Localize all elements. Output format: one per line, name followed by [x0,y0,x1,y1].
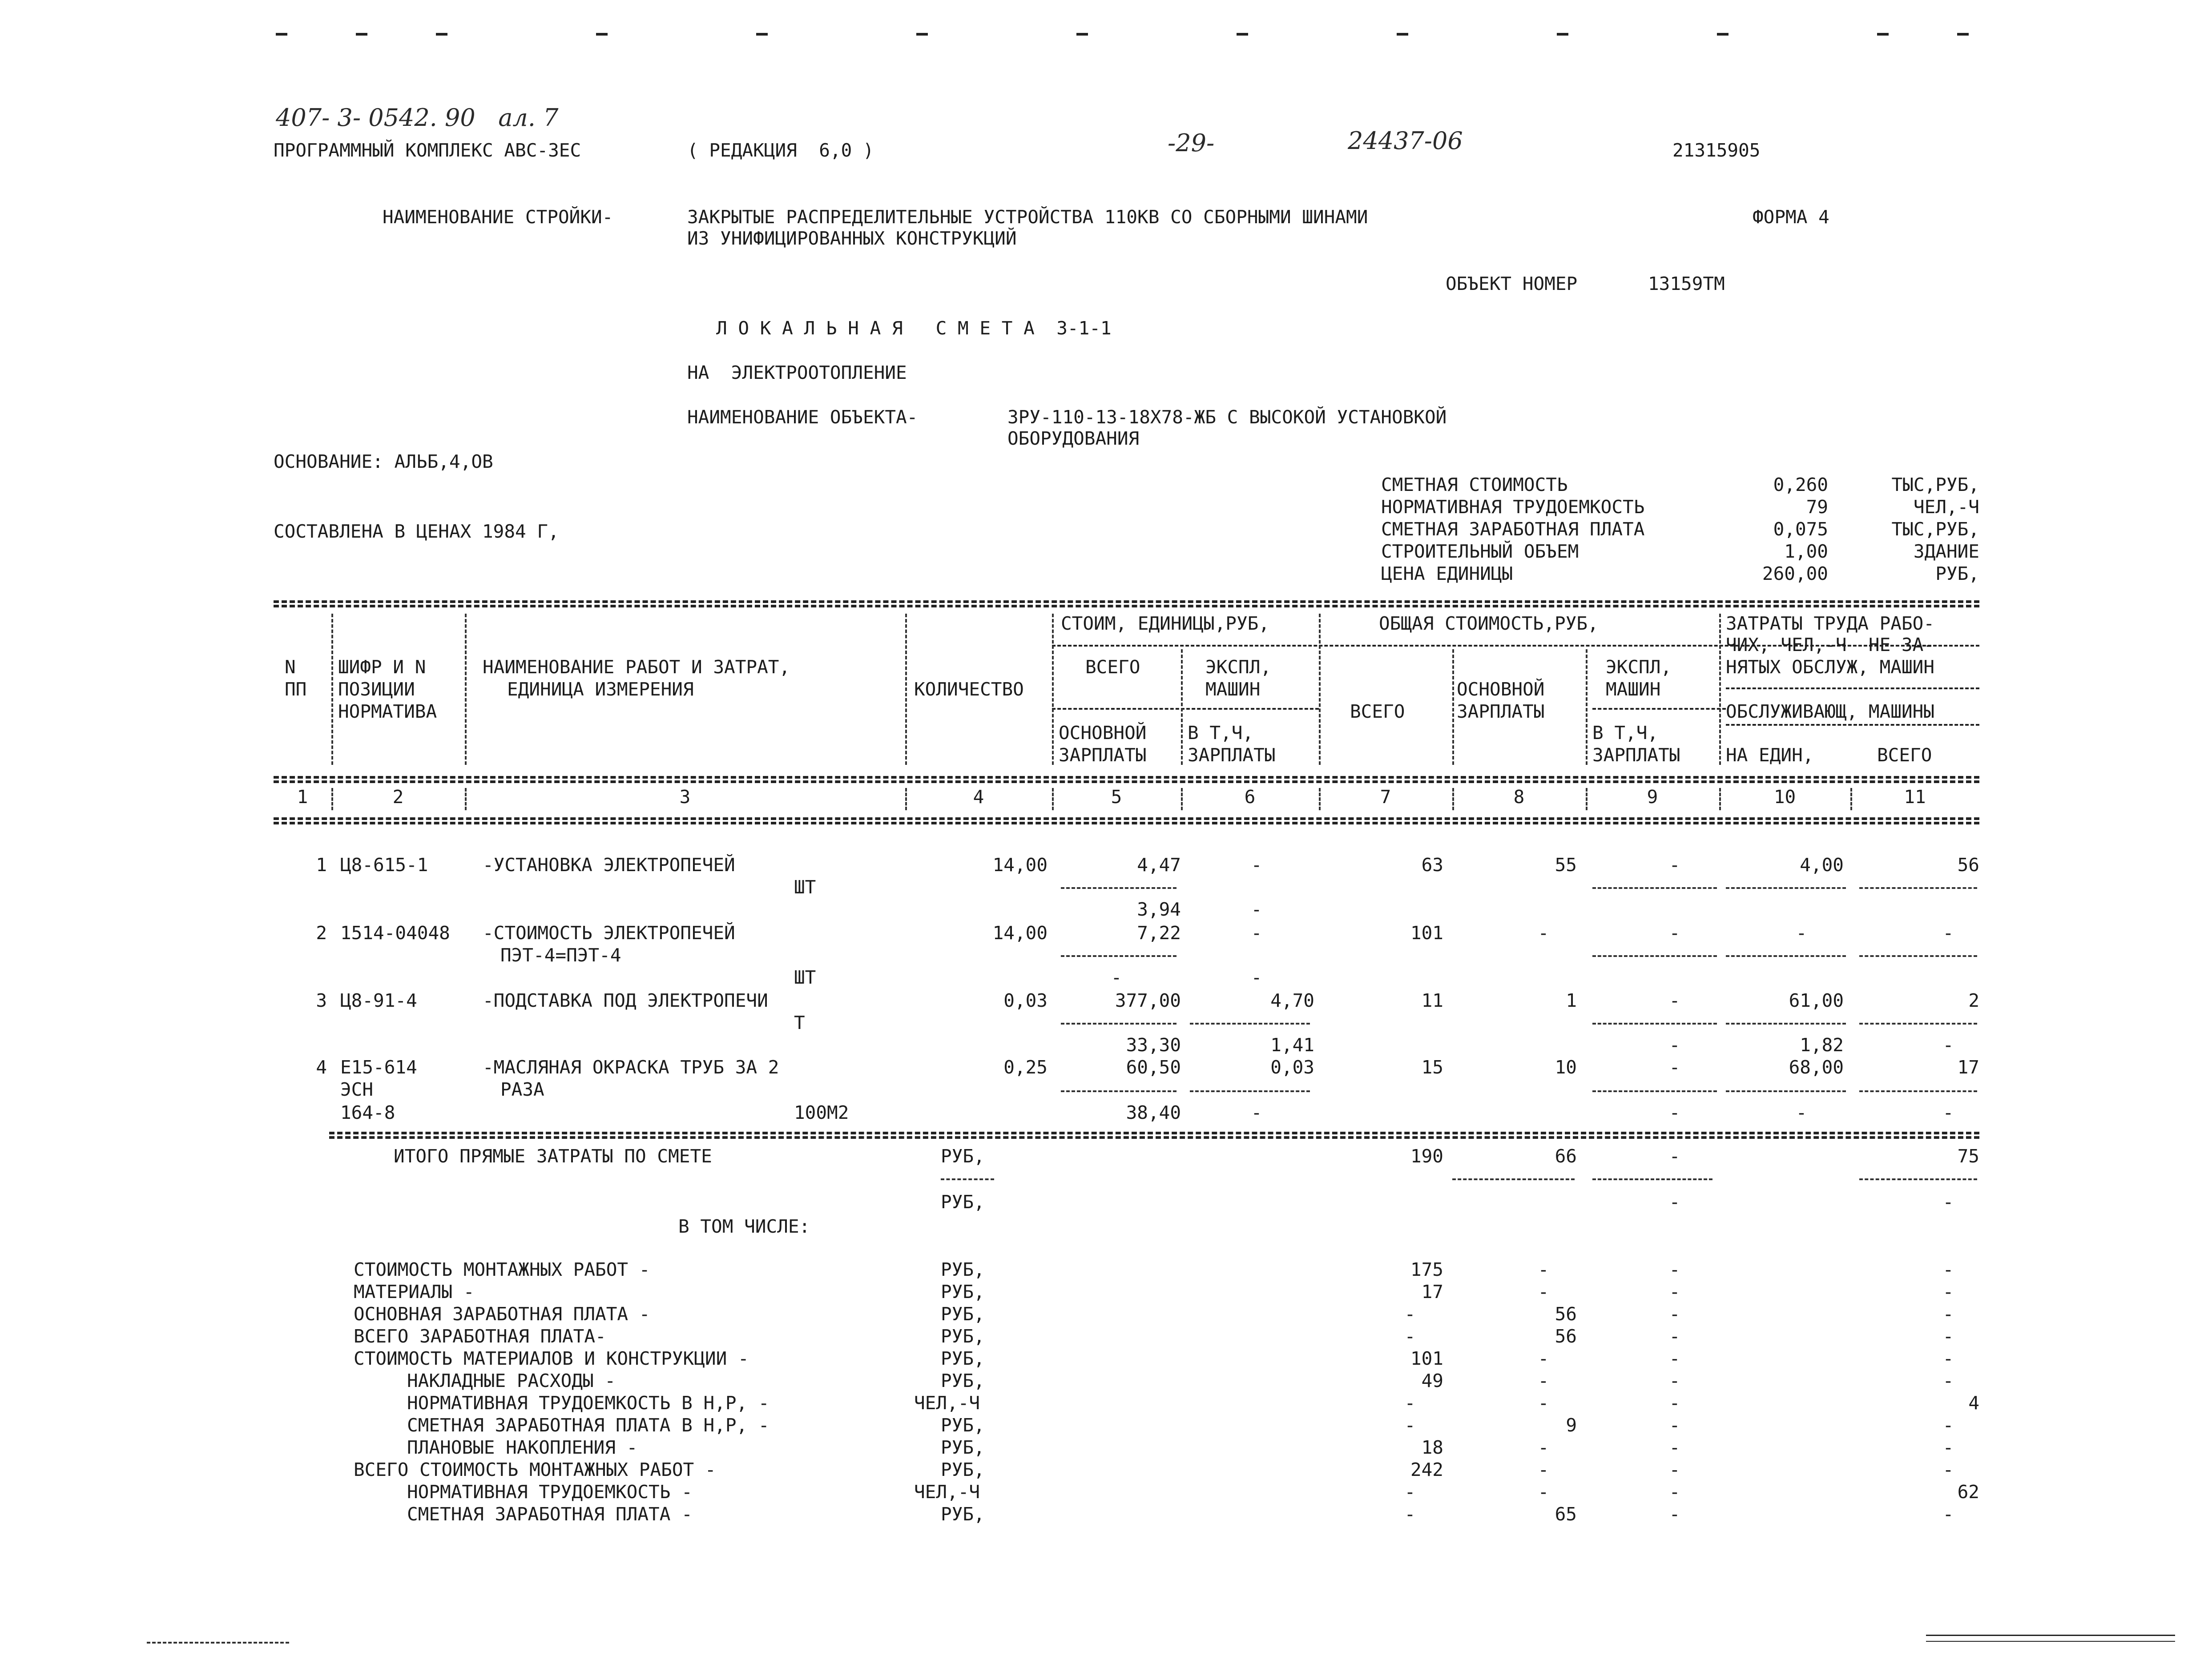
labor-header-4: ОБСЛУЖИВАЮЩ, МАШИНЫ [1726,701,1934,722]
row-labor-total-service: - [1942,1034,1954,1056]
breakdown-wage: 56 [1555,1303,1577,1325]
row-machines: - [1669,1057,1680,1078]
row-labor-total: - [1942,922,1954,944]
breakdown-wage: - [1538,1281,1549,1302]
rub-line: РУБ, [941,1191,985,1213]
row-wage: 10 [1555,1057,1577,1078]
row-unit: Т [794,1012,805,1033]
row-unit: ШТ [794,876,816,898]
construction-name-2: ИЗ УНИФИЦИРОВАННЫХ КОНСТРУКЦИЙ [687,228,1017,249]
breakdown-label: ВСЕГО СТОИМОСТЬ МОНТАЖНЫХ РАБОТ - [354,1459,716,1480]
breakdown-label: ОСНОВНАЯ ЗАРАБОТНАЯ ПЛАТА - [354,1303,650,1325]
row-unit-machines-wage: - [1251,1102,1262,1123]
breakdown-labor: - [1942,1503,1954,1525]
row-total: 11 [1421,990,1443,1011]
row-qty: 0,03 [1003,990,1048,1011]
breakdown-machines: - [1669,1392,1680,1414]
labor-header-1: ЗАТРАТЫ ТРУДА РАБО- [1726,613,1934,634]
col-number: 2 [392,786,404,808]
labor-header-2: ЧИХ, ЧЕЛ,-Ч НЕ ЗА- [1726,634,1934,655]
price-level: СОСТАВЛЕНА В ЦЕНАХ 1984 Г, [274,521,559,542]
breakdown-label: СМЕТНАЯ ЗАРАБОТНАЯ ПЛАТА - [407,1503,693,1525]
handwritten-doc-number: 407- 3- 0542. 90 ал. 7 [276,104,559,132]
breakdown-labor: 62 [1957,1481,1979,1503]
object-label: НАИМЕНОВАНИЕ ОБЪЕКТА- [687,406,918,428]
construction-label: НАИМЕНОВАНИЕ СТРОЙКИ- [383,206,613,228]
direct-costs-label: ИТОГО ПРЯМЫЕ ЗАТРАТЫ ПО СМЕТЕ [394,1146,712,1167]
breakdown-machines: - [1669,1415,1680,1436]
breakdown-total: 242 [1410,1459,1443,1480]
row-machines-wage: - [1669,1102,1680,1123]
breakdown-unit: РУБ, [941,1281,985,1302]
col5-header-2: ОСНОВНОЙ [1059,722,1147,744]
summary-label: ЦЕНА ЕДИНИЦЫ [1381,563,1513,584]
row-total: 63 [1421,854,1443,876]
breakdown-total: 175 [1410,1259,1443,1280]
summary-unit: РУБ, [1935,563,1979,584]
rub-line-labor: - [1942,1191,1954,1213]
row-unit-machines: 0,03 [1270,1057,1314,1078]
breakdown-label: СТОИМОСТЬ МАТЕРИАЛОВ И КОНСТРУКЦИИ - [354,1348,749,1369]
row-unit: ШТ [794,967,816,988]
summary-unit: ТЫС,РУБ, [1891,474,1979,495]
breakdown-label: НОРМАТИВНАЯ ТРУДОЕМКОСТЬ - [407,1481,693,1503]
breakdown-total: - [1404,1415,1416,1436]
row-unit-machines: 4,70 [1270,990,1314,1011]
doc-code: 21315905 [1672,140,1761,161]
col9-header-3: В Т,Ч, [1592,722,1659,744]
row-name: -УСТАНОВКА ЭЛЕКТРОПЕЧЕЙ [483,854,735,876]
row-unit-wage: - [1111,967,1122,988]
object-number: 13159ТМ [1648,273,1725,294]
direct-costs-wage: 66 [1555,1146,1577,1167]
col5-header-1: ВСЕГО [1085,656,1140,678]
breakdown-total: 17 [1421,1281,1443,1302]
basis: ОСНОВАНИЕ: АЛЬБ,4,ОВ [274,451,493,472]
breakdown-unit: РУБ, [941,1415,985,1436]
breakdown-machines: - [1669,1437,1680,1458]
row-name-2: РАЗА [500,1079,544,1100]
direct-costs-machines: - [1669,1146,1680,1167]
breakdown-machines: - [1669,1503,1680,1525]
col6-header-4: ЗАРПЛАТЫ [1188,744,1276,766]
breakdown-unit: ЧЕЛ,-Ч [914,1392,980,1414]
row-machines: - [1669,854,1680,876]
breakdown-wage: - [1538,1348,1549,1369]
summary-unit: ЗДАНИЕ [1913,541,1979,562]
col-number: 7 [1380,786,1391,808]
breakdown-labor: - [1942,1281,1954,1302]
col-code-header-2: ПОЗИЦИИ [338,679,415,700]
breakdown-labor: - [1942,1348,1954,1369]
breakdown-label: СМЕТНАЯ ЗАРАБОТНАЯ ПЛАТА В Н,Р, - [407,1415,770,1436]
breakdown-wage: - [1538,1459,1549,1480]
row-total: 15 [1421,1057,1443,1078]
col-number: 5 [1111,786,1122,808]
breakdown-labor: - [1942,1326,1954,1347]
breakdown-machines: - [1669,1326,1680,1347]
summary-value: 0,260 [1773,474,1828,495]
col8-header-1: ОСНОВНОЙ [1457,679,1545,700]
row-unit-machines: - [1251,922,1262,944]
col-number: 11 [1904,786,1926,808]
row-unit-total: 7,22 [1137,922,1181,944]
row-labor-total: 2 [1968,990,1979,1011]
col-number: 3 [679,786,691,808]
row-unit-machines: - [1251,854,1262,876]
summary-value: 0,075 [1773,519,1828,540]
row-name: -СТОИМОСТЬ ЭЛЕКТРОПЕЧЕЙ [483,922,735,944]
row-number: 3 [316,990,327,1011]
estimate-subject: НА ЭЛЕКТРООТОПЛЕНИЕ [687,362,907,383]
summary-value: 1,00 [1784,541,1828,562]
summary-label: СМЕТНАЯ ЗАРАБОТНАЯ ПЛАТА [1381,519,1645,540]
total-cost-header: ОБЩАЯ СТОИМОСТЬ,РУБ, [1379,613,1599,634]
object-name-2: ОБОРУДОВАНИЯ [1007,428,1140,449]
direct-costs-unit: РУБ, [941,1146,985,1167]
breakdown-wage: - [1538,1370,1549,1391]
breakdown-label: ВСЕГО ЗАРАБОТНАЯ ПЛАТА- [354,1326,606,1347]
construction-name-1: ЗАКРЫТЫЕ РАСПРЕДЕЛИТЕЛЬНЫЕ УСТРОЙСТВА 110КВ СО СБОРНЫМИ ШИНАМИ [687,206,1368,228]
object-name-1: ЗРУ-110-13-18Х78-ЖБ С ВЫСОКОЙ УСТАНОВКОЙ [1007,406,1447,428]
breakdown-wage: - [1538,1392,1549,1414]
row-unit-wage: 33,30 [1126,1034,1181,1056]
labor-header-3: НЯТЫХ ОБСЛУЖ, МАШИН [1726,656,1934,678]
row-machines-wage: - [1669,1034,1680,1056]
breakdown-label: МАТЕРИАЛЫ - [354,1281,475,1302]
summary-unit: ТЫС,РУБ, [1891,519,1979,540]
breakdown-total: 101 [1410,1348,1443,1369]
estimate-title: Л О К А Л Ь Н А Я С М Е Т А 3-1-1 [716,318,1112,339]
breakdown-wage: - [1538,1259,1549,1280]
row-unit-total: 377,00 [1115,990,1181,1011]
breakdown-labor: - [1942,1437,1954,1458]
breakdown-unit: РУБ, [941,1459,985,1480]
row-unit-machines-wage: - [1251,967,1262,988]
breakdown-label: НОРМАТИВНАЯ ТРУДОЕМКОСТЬ В Н,Р, - [407,1392,770,1414]
breakdown-unit: РУБ, [941,1437,985,1458]
row-name-2: ПЭТ-4=ПЭТ-4 [500,945,621,966]
col7-header: ВСЕГО [1350,701,1405,722]
row-qty: 14,00 [992,922,1048,944]
row-qty: 14,00 [992,854,1048,876]
row-wage: - [1538,922,1549,944]
breakdown-machines: - [1669,1370,1680,1391]
col10-header: НА ЕДИН, [1726,744,1814,766]
breakdown-labor: - [1942,1415,1954,1436]
col-name-header-1: НАИМЕНОВАНИЕ РАБОТ И ЗАТРАТ, [483,656,790,678]
breakdown-total: - [1404,1503,1416,1525]
col6-header-2: МАШИН [1205,679,1261,700]
row-number: 2 [316,922,327,944]
direct-costs-labor: 75 [1957,1146,1979,1167]
row-labor-unit: 4,00 [1800,854,1844,876]
row-labor-total: 56 [1957,854,1979,876]
breakdown-machines: - [1669,1348,1680,1369]
summary-unit: ЧЕЛ,-Ч [1913,496,1979,518]
row-qty: 0,25 [1003,1057,1048,1078]
row-unit: 100М2 [794,1102,849,1123]
row-name: -ПОДСТАВКА ПОД ЭЛЕКТРОПЕЧИ [483,990,768,1011]
col9-header-2: МАШИН [1606,679,1661,700]
row-code-2: ЭСН [340,1079,374,1100]
breakdown-labor: - [1942,1259,1954,1280]
row-code: Ц8-615-1 [340,854,428,876]
edition: ( РЕДАКЦИЯ 6,0 ) [687,140,874,161]
row-unit-total: 60,50 [1126,1057,1181,1078]
breakdown-machines: - [1669,1303,1680,1325]
col6-header-1: ЭКСПЛ, [1205,656,1272,678]
summary-label: СТРОИТЕЛЬНЫЙ ОБЪЕМ [1381,541,1579,562]
row-wage: 1 [1566,990,1577,1011]
row-number: 1 [316,854,327,876]
summary-value: 260,00 [1762,563,1828,584]
breakdown-unit: РУБ, [941,1303,985,1325]
col-number: 10 [1773,786,1796,808]
col-name-header-2: ЕДИНИЦА ИЗМЕРЕНИЯ [507,679,694,700]
object-number-label: ОБЪЕКТ НОМЕР [1446,273,1578,294]
direct-costs-total-value: 190 [1410,1146,1443,1167]
row-code-3: 164-8 [340,1102,395,1123]
row-code: Ц8-91-4 [340,990,417,1011]
row-labor-unit: - [1796,922,1807,944]
breakdown-total: 18 [1421,1437,1443,1458]
handwritten-page-number: -29- [1168,129,1215,157]
col9-header-1: ЭКСПЛ, [1606,656,1672,678]
row-labor-unit: 61,00 [1789,990,1844,1011]
breakdown-wage: - [1538,1481,1549,1503]
breakdown-wage: 65 [1555,1503,1577,1525]
row-labor-unit-service: - [1796,1102,1807,1123]
row-labor-unit: 68,00 [1789,1057,1844,1078]
row-unit-machines-wage: 1,41 [1270,1034,1314,1056]
summary-label: НОРМАТИВНАЯ ТРУДОЕМКОСТЬ [1381,496,1645,518]
row-unit-wage: 3,94 [1137,899,1181,920]
col-n-header: N [285,656,296,678]
breakdown-unit: РУБ, [941,1326,985,1347]
col-number: 6 [1244,786,1256,808]
breakdown-labor: - [1942,1370,1954,1391]
breakdown-unit: РУБ, [941,1348,985,1369]
row-wage: 55 [1555,854,1577,876]
breakdown-unit: РУБ, [941,1259,985,1280]
breakdown-unit: РУБ, [941,1370,985,1391]
summary-value: 79 [1806,496,1828,518]
row-machines: - [1669,922,1680,944]
breakdown-machines: - [1669,1459,1680,1480]
breakdown-unit: ЧЕЛ,-Ч [914,1481,980,1503]
unit-cost-header: СТОИМ, ЕДИНИЦЫ,РУБ, [1061,613,1269,634]
col11-header: ВСЕГО [1877,744,1932,766]
col-code-header-3: НОРМАТИВА [338,701,437,722]
row-labor-total-service: - [1942,1102,1954,1123]
col-code-header-1: ШИФР И N [338,656,426,678]
breakdown-label: НАКЛАДНЫЕ РАСХОДЫ - [407,1370,616,1391]
breakdown-labor: - [1942,1459,1954,1480]
row-unit-wage: 38,40 [1126,1102,1181,1123]
breakdown-total: - [1404,1326,1416,1347]
breakdown-label: СТОИМОСТЬ МОНТАЖНЫХ РАБОТ - [354,1259,650,1280]
handwritten-code: 24437-06 [1348,127,1463,155]
col5-header-3: ЗАРПЛАТЫ [1059,744,1147,766]
rub-line-machines: - [1669,1191,1680,1213]
breakdown-total: - [1404,1392,1416,1414]
form-number: ФОРМА 4 [1753,206,1829,228]
breakdown-machines: - [1669,1259,1680,1280]
col9-header-4: ЗАРПЛАТЫ [1592,744,1680,766]
breakdown-labor: - [1942,1303,1954,1325]
row-code: 1514-04048 [340,922,450,944]
row-unit-machines-wage: - [1251,899,1262,920]
row-labor-unit-service: 1,82 [1800,1034,1844,1056]
col-number: 1 [297,786,308,808]
row-name: -МАСЛЯНАЯ ОКРАСКА ТРУБ ЗА 2 [483,1057,779,1078]
row-number: 4 [316,1057,327,1078]
breakdown-machines: - [1669,1281,1680,1302]
breakdown-total: - [1404,1303,1416,1325]
including-label: В ТОМ ЧИСЛЕ: [678,1216,810,1237]
breakdown-total: 49 [1421,1370,1443,1391]
breakdown-total: - [1404,1481,1416,1503]
col-number: 9 [1647,786,1658,808]
col8-header-2: ЗАРПЛАТЫ [1457,701,1545,722]
row-labor-total: 17 [1957,1057,1979,1078]
col-pp-header: ПП [285,679,307,700]
breakdown-wage: 9 [1566,1415,1577,1436]
row-code: Е15-614 [340,1057,417,1078]
summary-label: СМЕТНАЯ СТОИМОСТЬ [1381,474,1568,495]
row-unit-total: 4,47 [1137,854,1181,876]
row-total: 101 [1410,922,1443,944]
breakdown-wage: - [1538,1437,1549,1458]
row-machines: - [1669,990,1680,1011]
col-number: 8 [1513,786,1525,808]
col-number: 4 [973,786,984,808]
breakdown-label: ПЛАНОВЫЕ НАКОПЛЕНИЯ - [407,1437,638,1458]
col6-header-3: В Т,Ч, [1188,722,1254,744]
col-qty-header: КОЛИЧЕСТВО [914,679,1024,700]
breakdown-unit: РУБ, [941,1503,985,1525]
breakdown-labor: 4 [1968,1392,1979,1414]
breakdown-wage: 56 [1555,1326,1577,1347]
program-name: ПРОГРАММНЫЙ КОМПЛЕКС АВС-3ЕС [274,140,581,161]
breakdown-machines: - [1669,1481,1680,1503]
